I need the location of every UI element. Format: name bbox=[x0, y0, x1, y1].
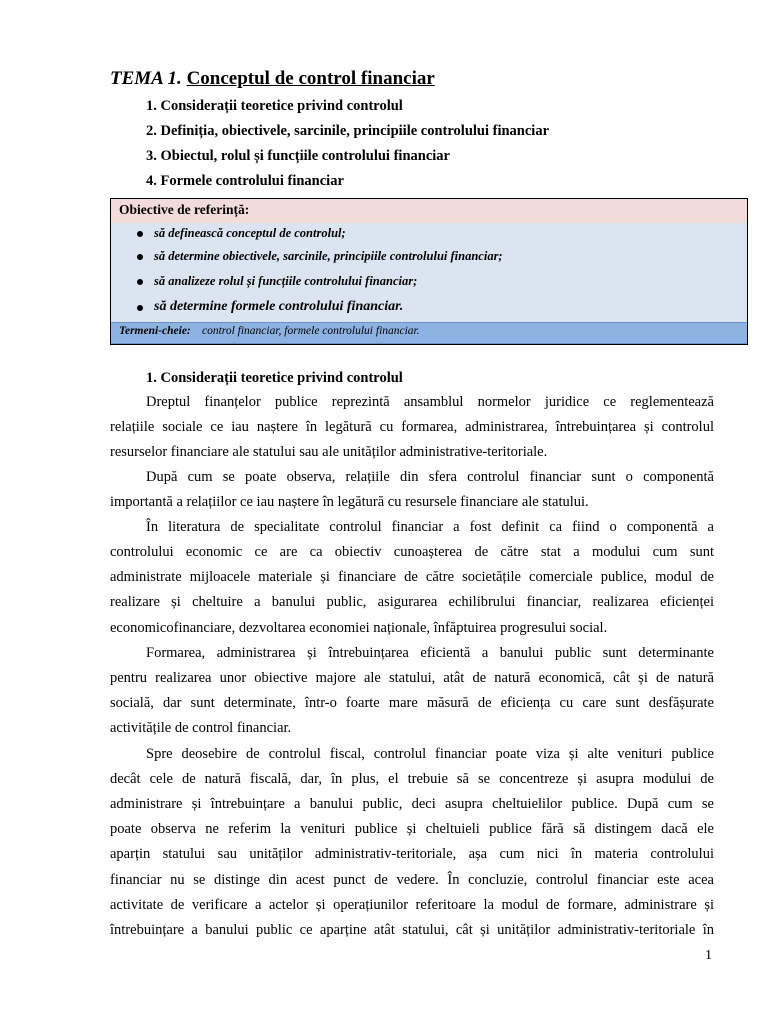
text-line: întrebuințare a banului public ce aparține atât statului, cât și unităților administrativ-teritoriale în bbox=[110, 922, 714, 938]
section-heading: 1. Considerații teoretice privind controlul bbox=[146, 370, 403, 386]
text-line: După cum se poate observa, relațiile din sfera controlul financiar sunt o componentă bbox=[146, 469, 714, 485]
text-line: activitățile de control financiar. bbox=[110, 720, 292, 736]
text-line: În literatura de specialitate controlul financiar a fost definit ca fiind o componentă a bbox=[146, 519, 714, 535]
text-line: resurselor financiare ale statului sau ale unităților administrative-teritoriale. bbox=[110, 444, 548, 460]
bullet-icon bbox=[137, 279, 143, 285]
text-line: aparțin statului sau unităților administrativ-teritoriale, așa cum nici în materia controlului bbox=[110, 846, 714, 862]
topic-item: 1. Considerații teoretice privind controlul bbox=[146, 98, 403, 114]
text-line: Dreptul finanțelor publice reprezintă ansamblul normelor juridice ce reglementează bbox=[146, 394, 714, 410]
text-line: relațiile sociale ce iau naștere în legătură cu formarea, administrarea, întrebuințarea și controlul bbox=[110, 419, 714, 435]
objective-item bbox=[111, 270, 741, 292]
objective-item bbox=[111, 223, 741, 243]
objective-text: să determine formele controlului financiar. bbox=[154, 299, 404, 314]
objectives-heading: Obiective de referință: bbox=[119, 202, 250, 217]
text-line: pentru realizarea unor obiective majore ale statului, atât de natură economică, cât și de natură bbox=[110, 670, 714, 686]
topic-item: 3. Obiectul, rolul și funcțiile controlului financiar bbox=[146, 148, 450, 164]
text-line: decât cele de natură fiscală, dar, în plus, el trebuie să se concentreze și asupra modului de bbox=[110, 771, 714, 787]
objective-text: să analizeze rolul și funcțiile controlului financiar; bbox=[154, 274, 418, 288]
bullet-icon bbox=[137, 254, 143, 260]
text-line: importantă a relațiilor ce iau naștere în legătură cu resursele financiare ale statului. bbox=[110, 494, 589, 510]
objective-item bbox=[111, 245, 741, 267]
text-line: controlului economic ce are ca obiectiv cunoașterea de către stat a modului cum sunt bbox=[110, 544, 714, 560]
objective-item bbox=[111, 295, 741, 319]
objectives-table bbox=[110, 198, 748, 345]
chapter-title bbox=[110, 68, 435, 90]
text-line: Formarea, administrarea și întrebuințarea eficientă a banului public sunt determinante bbox=[146, 645, 714, 661]
objective-text: să definească conceptul de controlul; bbox=[154, 226, 346, 240]
text-line: socială, dar sunt determinate, într-o foarte mare măsură de eficiența cu care sunt desfășurate bbox=[110, 695, 714, 711]
text-line: Spre deosebire de controlul fiscal, controlul financiar poate viza și alte venituri publice bbox=[146, 746, 714, 762]
text-line: realizare și cheltuire a banului public, asigurarea echilibrului financiar, realizarea eficienței bbox=[110, 594, 714, 610]
topic-item: 4. Formele controlului financiar bbox=[146, 173, 344, 189]
text-line: poate observa ne referim la venituri publice și cheltuieli publice fără să distingem dacă ele bbox=[110, 821, 714, 837]
bullet-icon bbox=[137, 305, 143, 311]
objectives-header bbox=[111, 199, 747, 224]
bullet-icon bbox=[137, 231, 143, 237]
page-number: 1 bbox=[705, 948, 712, 963]
objective-text: să determine obiectivele, sarcinile, principiile controlului financiar; bbox=[154, 249, 503, 263]
text-line: financiar nu se distinge din acest punct de vedere. În concluzie, controlul financiar este acea bbox=[110, 872, 714, 888]
topic-item: 2. Definiția, obiectivele, sarcinile, principiile controlului financiar bbox=[146, 123, 550, 139]
objectives-list bbox=[111, 223, 747, 322]
chapter-prefix: TEMA 1. bbox=[110, 68, 182, 89]
text-line: administrare și întrebuințare a banului public, deci asupra cheltuielilor publice. După cum se bbox=[110, 796, 714, 812]
chapter-name: Conceptul de control financiar bbox=[186, 68, 435, 89]
text-line: economicofinanciare, dezvoltarea economiei naționale, înfăptuirea progresului social. bbox=[110, 620, 608, 636]
keywords-row bbox=[111, 322, 747, 344]
text-line: activitate de verificare a actelor și operațiunilor referitoare la modul de formare, administrare și bbox=[110, 897, 714, 913]
keywords-label: Termeni-cheie: bbox=[119, 325, 191, 337]
text-line: administrate mijloacele materiale și financiare de către societățile comerciale publice, modul de bbox=[110, 569, 714, 585]
keywords-text: control financiar, formele controlului financiar. bbox=[202, 325, 420, 337]
